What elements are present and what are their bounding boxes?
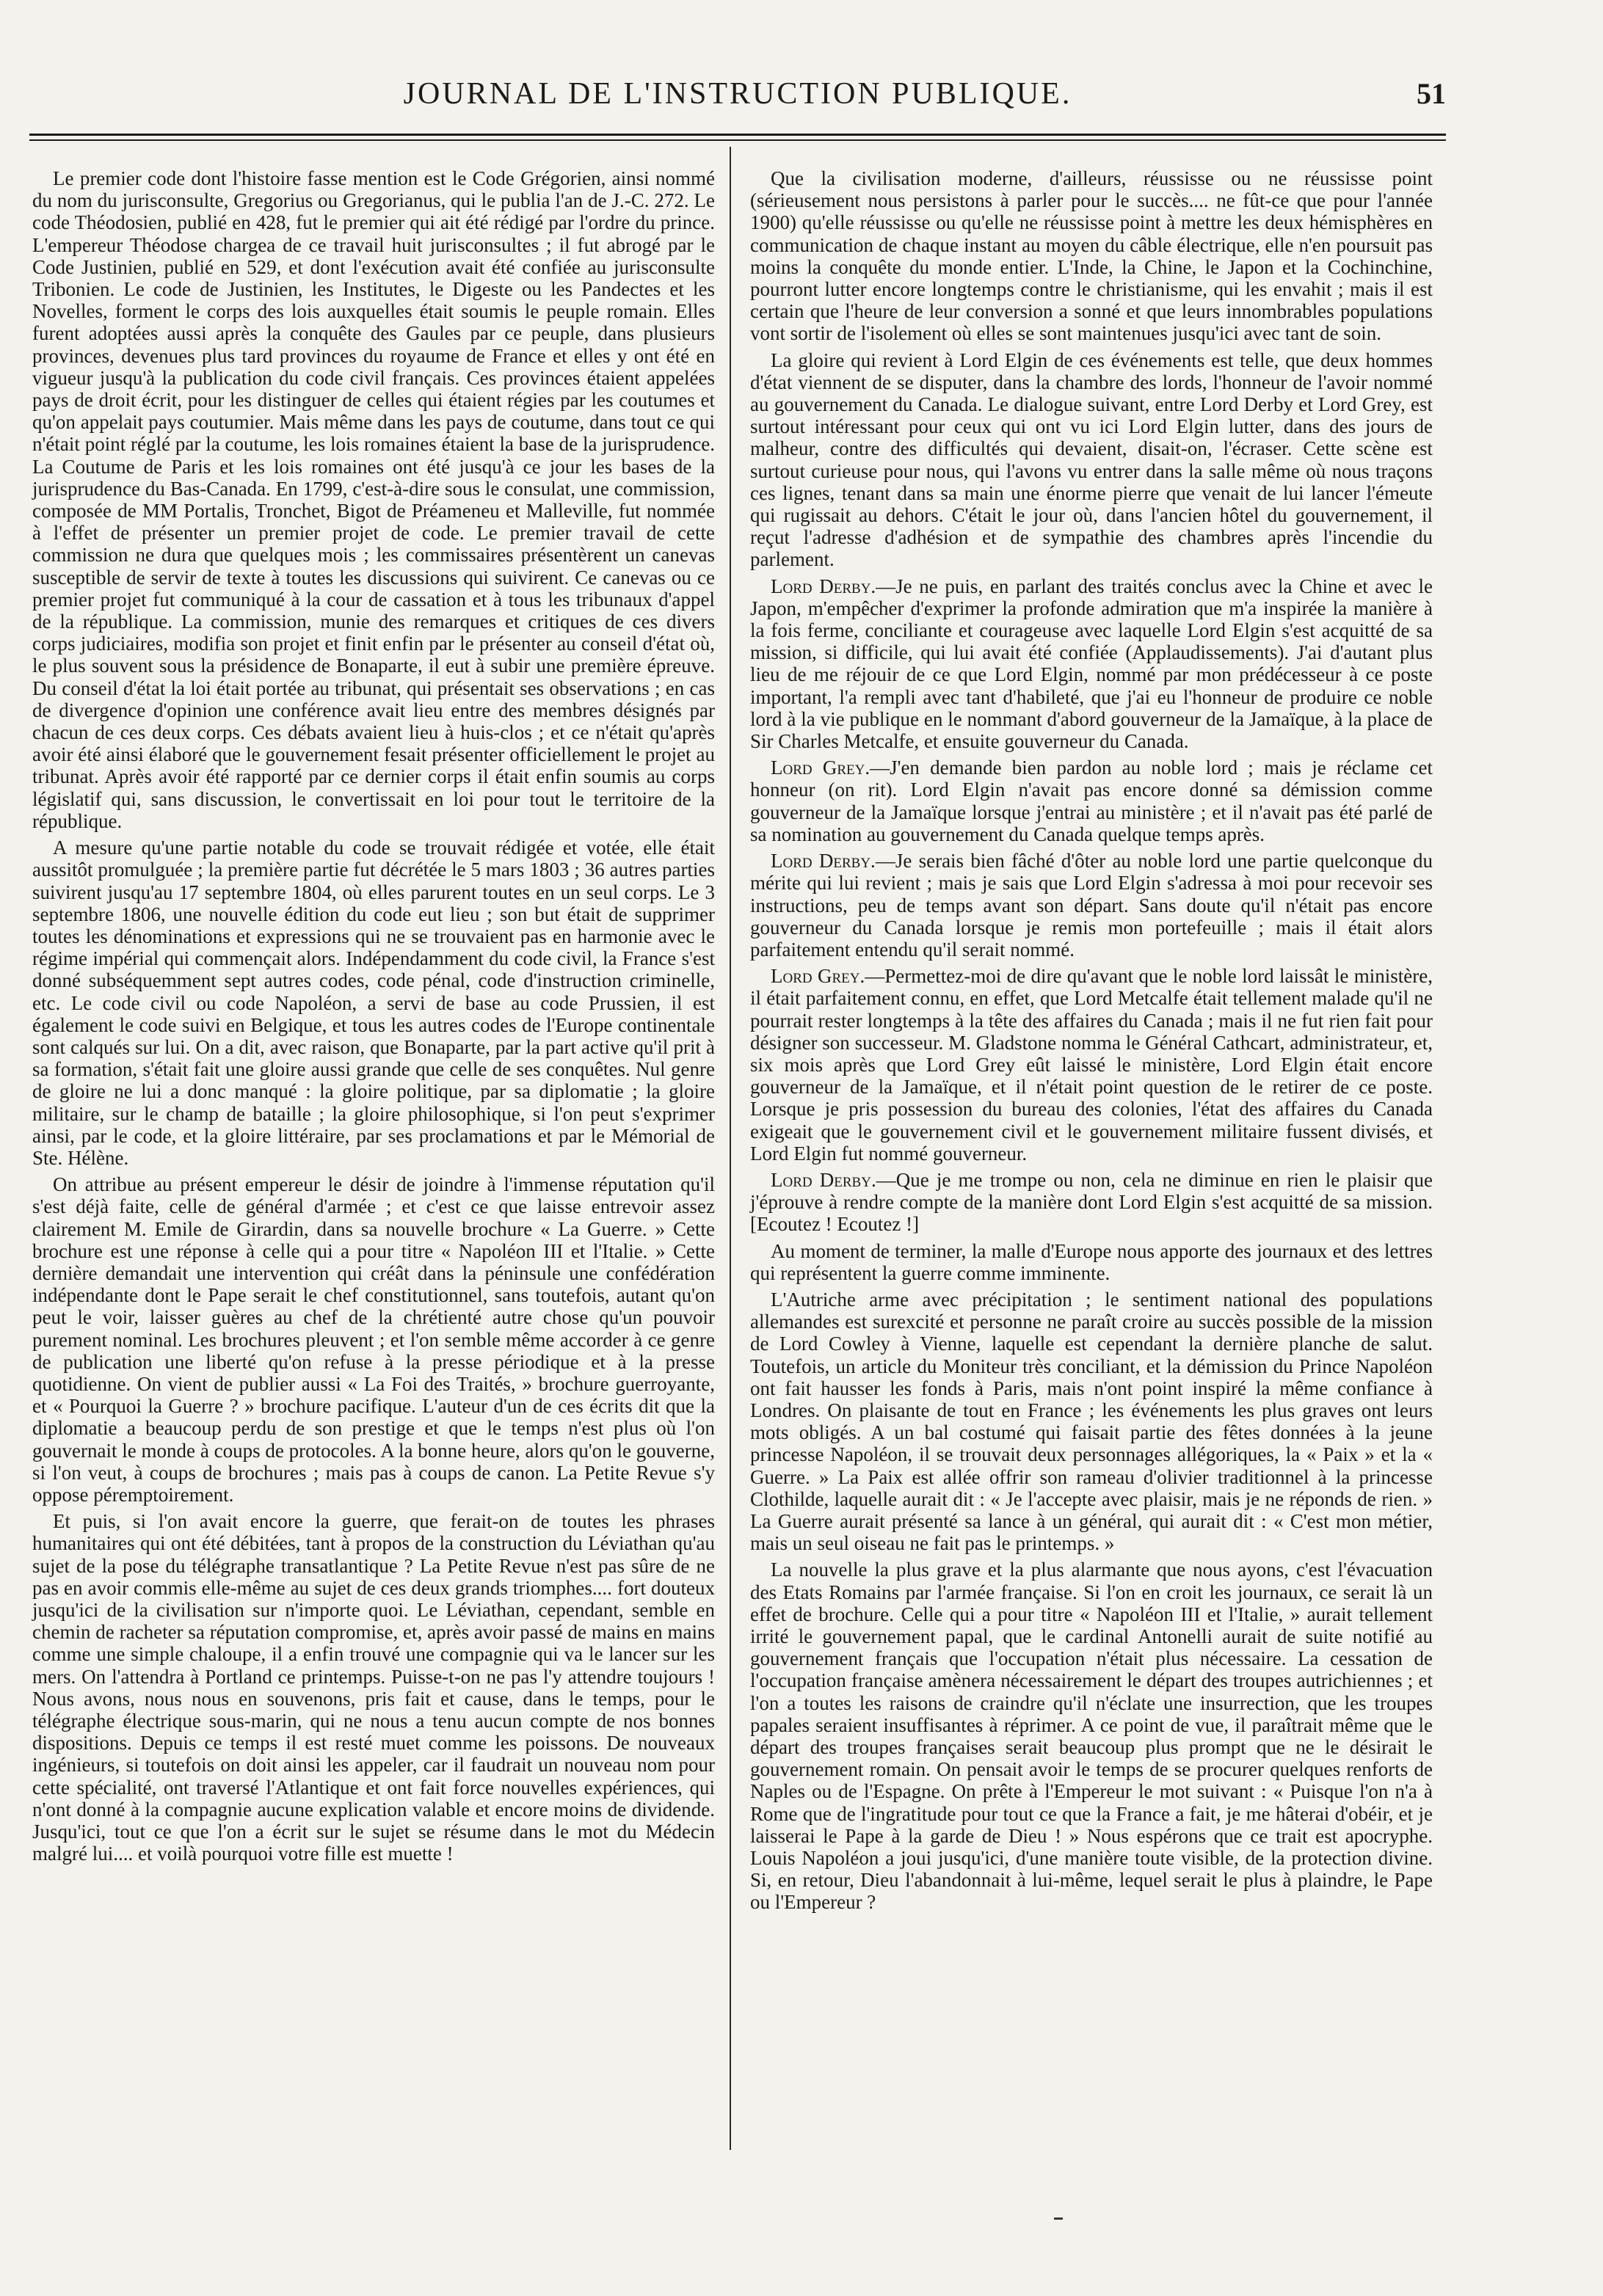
speech-text: —Permettez-moi de dire qu'avant que le noble lord laissât le ministère, il était parfaitement connu, en effet, que Lord Metcalfe était tellement malade qu'il ne pourrait rester longtemps à la tête des affaires du Canada ; mais il ne fut rien fait pour désigner son successeur. M. Gladstone nomma le Général Cathcart, administrateur, et, six mois après que Lord Grey eût laissé le ministère, Lord Elgin était encore gouverneur de la Jamaïque, et il n'était point question de le retirer de ce poste. Lorsque je pris possession du bureau des colonies, l'état des affaires du Canada exigeait que le gouvernement civil et le gouvernement militaire fussent divisés, et Lord Elgin fut nommé gouverneur. [750,965,1433,1165]
speech-text: —Je serais bien fâché d'ôter au noble lord une partie quelconque du mérite qui lui revient ; mais je sais que Lord Elgin s'adressa à moi pour recevoir ses instructions, peu de temps avant son départ. Sans doute qu'il n'était pas encore gouverneur du Canada lorsque je remis mon portefeuille ; mais il était alors parfaitement entendu qu'il serait nommé. [750,850,1433,961]
paragraph: L'Autriche arme avec précipitation ; le sentiment national des populations allemandes est surexcité et personne ne paraît croire au succès possible de la mission de Lord Cowley à Vienne, laquelle est cependant la dernière planche de salut. Toutefois, un article du Moniteur très conciliant, et la démission du Prince Napoléon ont fait hausser les fonds à Paris, mais n'ont point inspiré la même confiance à Londres. On plaisante de tout en France ; les événements les plus graves ont leurs mots obligés. A un bal costumé qui faisait partie des fêtes données à la jeune princesse Napoléon, il se trouvait deux personnages allégoriques, la « Paix » et la « Guerre. » La Paix est allée offrir son rameau d'olivier traditionnel à la princesse Clothilde, laquelle aurait dit : « Je l'accepte avec plaisir, mais je ne réponds de rien. » La Guerre aurait présenté sa lance à un général, qui aurait dit : « C'est mon métier, mais un seul oiseau ne fait pas le printemps. » [750,1288,1433,1555]
page-number: 51 [1417,77,1446,110]
speech-paragraph [750,1169,1433,1236]
printer-mark [1054,2217,1063,2220]
speaker-name: Lord Grey. [771,965,865,988]
paragraph: Au moment de terminer, la malle d'Europe nous apporte des journaux et des lettres qui représentent la guerre comme imminente. [750,1239,1433,1284]
speech-paragraph [750,757,1433,845]
speech-paragraph [750,965,1433,1165]
header-rule-thick [29,134,1446,136]
speech-paragraph [750,850,1433,961]
speaker-name: Lord Grey. [771,757,870,779]
left-column [32,167,715,1869]
column-divider [730,147,731,2150]
header-rule-thin [29,139,1446,141]
paragraph: Et puis, si l'on avait encore la guerre, que ferait-on de toutes les phrases humanitaires qui ont été débitées, tant à propos de la construction du Léviathan qu'au sujet de la pose du télégraphe transatlantique ? La Petite Revue n'est pas sûre de ne pas en avoir commis elle-même au sujet de ces deux grands triomphes.... fort douteux jusqu'ici de la civilisation sur n'importe quoi. Le Léviathan, cependant, semble en chemin de racheter sa réputation compromise, et, après avoir passé de mains en mains comme une simple chaloupe, il a enfin trouvé une compagnie qui va le lancer sur les mers. On l'attendra à Portland ce printemps. Puisse-t-on ne pas l'y attendre toujours ! Nous avons, nous nous en souvenons, pris fait et cause, dans le temps, pour le télégraphe électrique sous-marin, qui ne nous a tenu aucun compte de nos bonnes dispositions. Depuis ce temps il est resté muet comme les poissons. De nouveaux ingénieurs, si toutefois on doit ainsi les appeler, car il faudrait un nouveau nom pour cette spécialité, ont traversé l'Atlantique et ont fait force nouvelles expériences, qui n'ont donné à la compagnie aucune explication valable et encore moins de dividende. Jusqu'ici, tout ce que l'on a écrit sur le sujet se résume dans le mot du Médecin malgré lui.... et voilà pourquoi votre fille est muette ! [32,1510,715,1865]
paragraph: Le premier code dont l'histoire fasse mention est le Code Grégorien, ainsi nommé du nom du jurisconsulte, Gregorius ou Gregorianus, qui le publia l'an de J.-C. 272. Le code Théodosien, publié en 428, fut le premier qui ait été rédigé par l'ordre du prince. L'empereur Théodose chargea de ce travail huit jurisconsultes ; il fut abrogé par le Code Justinien, publié en 529, et dont l'exécution avait été confiée au jurisconsulte Tribonien. Le code de Justinien, les Institutes, le Digeste ou les Pandectes et les Novelles, forment le corps des lois auxquelles était soumis le peuple romain. Elles furent adoptées aussi après la conquête des Gaules par ce peuple, dans plusieurs provinces, devenues plus tard provinces du royaume de France et elles y ont été en vigueur jusqu'à la publication du code civil français. Ces provinces étaient appelées pays de droit écrit, pour les distinguer de celles qui étaient régies par les coutumes et qu'on appelait pays coutumier. Mais même dans les pays de coutume, dans tout ce qui n'était point réglé par la coutume, les lois romaines étaient la base de la jurisprudence. La Coutume de Paris et les lois romaines ont été jusqu'à ce jour les bases de la jurisprudence du Bas-Canada. En 1799, c'est-à-dire sous le consulat, une commission, composée de MM Portalis, Tronchet, Bigot de Préameneu et Malleville, fut nommée à l'effet de présenter un premier projet de code. Le premier travail de cette commission ne dura que quelques mois ; les commissaires présentèrent un canevas susceptible de servir de texte à toutes les discussions qui suivirent. Ce canevas ou ce premier projet fut communiqué à la cour de cassation et à tous les tribunaux d'appel de la république. La commission, munie des remarques et critiques de ces divers corps judiciaires, modifia son projet et finit enfin par le présenter au conseil d'état où, le plus souvent sous la présidence de Bonaparte, il eut à subir une première épreuve. Du conseil d'état la loi était portée au tribunat, qui présentait ses observations ; en cas de divergence d'opinion une conférence avait lieu entre des membres désignés par chacun de ces deux corps. Ces débats avaient lieu à huis-clos ; et ce n'était qu'après avoir été ainsi élaboré que le gouvernement fesait présenter officiellement le projet au tribunat. Après avoir été rapporté par ce dernier corps il était enfin soumis au corps législatif qui, sans discussion, le convertissait en loi pour tout le territoire de la république. [32,167,715,832]
speaker-name: Lord Derby. [771,575,876,597]
running-header [29,70,1446,122]
right-column [750,167,1433,1918]
speaker-name: Lord Derby. [771,850,876,872]
paragraph: Que la civilisation moderne, d'ailleurs, réussisse ou ne réussisse point (sérieusement nous persistons à parler pour le succès.... ne fût-ce que pour l'année 1900) qu'elle réussisse ou qu'elle ne réussisse point à mettre les deux hémisphères en communication de chaque instant au moyen du câble électrique, elle n'en poursuit pas moins la conquête du monde entier. L'Inde, la Chine, le Japon et la Cochinchine, pourront lutter encore longtemps contre le christianisme, qui les envahit ; mais il est certain que l'heure de leur conversion a sonné et que leurs innombrables populations vont sortir de l'isolement où elles se sont maintenues jusqu'ici avec tant de soin. [750,167,1433,345]
speaker-name: Lord Derby. [771,1168,876,1191]
speech-text: —Je ne puis, en parlant des traités conclus avec la Chine et avec le Japon, m'empêcher d'exprimer la profonde admiration que m'a inspirée la manière à la fois ferme, conciliante et courageuse avec laquelle Lord Elgin s'est acquitté de sa mission, si difficile, qui lui avait été confiée (Applaudissements). J'ai d'autant plus lieu de me réjouir de ce que Lord Elgin, nommé par mon prédécesseur à ce poste important, l'a rempli avec tant d'habileté, que j'ai eu l'honneur de produire ce noble lord à la vie publique en le nommant d'abord gouverneur de la Jamaïque, à la place de Sir Charles Metcalfe, et ensuite gouverneur du Canada. [750,575,1433,753]
paragraph: La nouvelle la plus grave et la plus alarmante que nous ayons, c'est l'évacuation des Etats Romains par l'armée française. Si l'on en croit les journaux, ce serait là un effet de brochure. Celle qui a pour titre « Napoléon III et l'Italie, » aurait tellement irrité le gouvernement papal, que le cardinal Antonelli aurait de suite notifié au gouvernement français que l'occupation n'était plus nécessaire. La cessation de l'occupation française amènera nécessairement le départ des troupes autrichiennes ; et l'on a toutes les raisons de craindre qu'il n'éclate une insurrection, que les troupes papales seraient insuffisantes à réprimer. A ce point de vue, il paraîtrait même que le départ des troupes françaises serait beaucoup plus prompt que ne le désirait le gouvernement romain. On pensait avoir le temps de se procurer quelques renforts de Naples ou de l'Espagne. On prête à l'Empereur le mot suivant : « Puisque l'on n'a à Rome que de l'ingratitude pour tout ce que la France a fait, je me hâterai d'obéir, et je laisserai le Pape à la garde de Dieu ! » Nous espérons que ce trait est apocryphe. Louis Napoléon a joui jusqu'ici, d'une manière toute visible, de la protection divine. Si, en retour, Dieu l'abandonnait à lui-même, lequel serait le plus à plaindre, le Pape ou l'Empereur ? [750,1559,1433,1914]
paragraph: On attribue au présent empereur le désir de joindre à l'immense réputation qu'il s'est déjà faite, celle de général d'armée ; et c'est ce que laisse entrevoir assez clairement M. Emile de Girardin, dans sa nouvelle brochure « La Guerre. » Cette brochure est une réponse à celle qui a pour titre « Napoléon III et l'Italie. » Cette dernière demandait une intervention qui créât dans la péninsule une confédération indépendante dont le Pape serait le chef constitutionnel, sans toutefois, autant qu'on peut le voir, laisser guères au chef de la chrétienté autre chose qu'un pouvoir purement nominal. Les brochures pleuvent ; et l'on semble même accorder à ce genre de publication une liberté qu'on refuse à la presse périodique et à la presse quotidienne. On vient de publier aussi « La Foi des Traités, » brochure guerroyante, et « Pourquoi la Guerre ? » brochure pacifique. L'auteur d'un de ces écrits dit que la diplomatie a beaucoup perdu de son prestige et que le temps n'est plus où l'on gouvernait le monde à coups de protocoles. A la bonne heure, alors qu'on le gouverne, si l'on veut, à coups de brochures ; mais pas à coups de canon. La Petite Revue s'y oppose péremptoirement. [32,1173,715,1506]
speech-text: —J'en demande bien pardon au noble lord ; mais je réclame cet honneur (on rit). Lord Elgin n'avait pas encore donné sa démission comme gouverneur de la Jamaïque lorsque j'entrai au ministère ; et il n'avait pas été parlé de sa nomination au gouvernement du Canada quelque temps après. [750,757,1433,845]
paragraph: La gloire qui revient à Lord Elgin de ces événements est telle, que deux hommes d'état viennent de se disputer, dans la chambre des lords, l'honneur de l'avoir nommé au gouvernement du Canada. Le dialogue suivant, entre Lord Derby et Lord Grey, est surtout intéressant pour ceux qui ont vu ici Lord Elgin lutter, dans des jours de malheur, contre des difficultés qui devaient, disait-on, l'écraser. Cette scène est surtout curieuse pour nous, qui l'avons vu entrer dans la salle même où nous traçons ces lignes, tenant dans sa main une énorme pierre que venait de lui lancer l'émeute qui rugissait au dehors. C'était le jour où, dans l'ancien hôtel du gouvernement, il reçut l'adresse d'adhésion et de sympathie des chambres après l'incendie du parlement. [750,349,1433,571]
speech-text: —Que je me trompe ou non, cela ne diminue en rien le plaisir que j'éprouve à rendre compte de la manière dont Lord Elgin s'est acquitté de sa mission. [Ecoutez ! Ecoutez !] [750,1168,1433,1236]
paragraph: A mesure qu'une partie notable du code se trouvait rédigée et votée, elle était aussitôt promulguée ; la première partie fut décrétée le 5 mars 1803 ; 36 autres parties suivirent jusqu'au 17 septembre 1804, où elles parurent toutes en un seul corps. Le 3 septembre 1806, une nouvelle édition du code eut lieu ; son but était de supprimer toutes les dénominations et expressions qui ne se trouvaient pas en harmonie avec le régime impérial qui commençait alors. Indépendamment du code civil, la France s'est donné subséquemment sept autres codes, code pénal, code d'instruction criminelle, etc. Le code civil ou code Napoléon, a servi de base au code Prussien, il est également le code suivi en Belgique, et tous les autres codes de l'Europe continentale sont calqués sur lui. On a dit, avec raison, que Bonaparte, par la part active qu'il prit à sa formation, s'était fait une gloire aussi grande que celle de ses conquêtes. Nul genre de gloire ne lui a donc manqué : la gloire politique, par sa diplomatie ; la gloire militaire, sur le champ de bataille ; la gloire philosophique, si l'on peut s'exprimer ainsi, par le code, et la gloire littéraire, par ses proclamations et par le Mémorial de Ste. Hélène. [32,837,715,1169]
speech-paragraph [750,575,1433,753]
journal-title: JOURNAL DE L'INSTRUCTION PUBLIQUE. [403,77,1072,111]
